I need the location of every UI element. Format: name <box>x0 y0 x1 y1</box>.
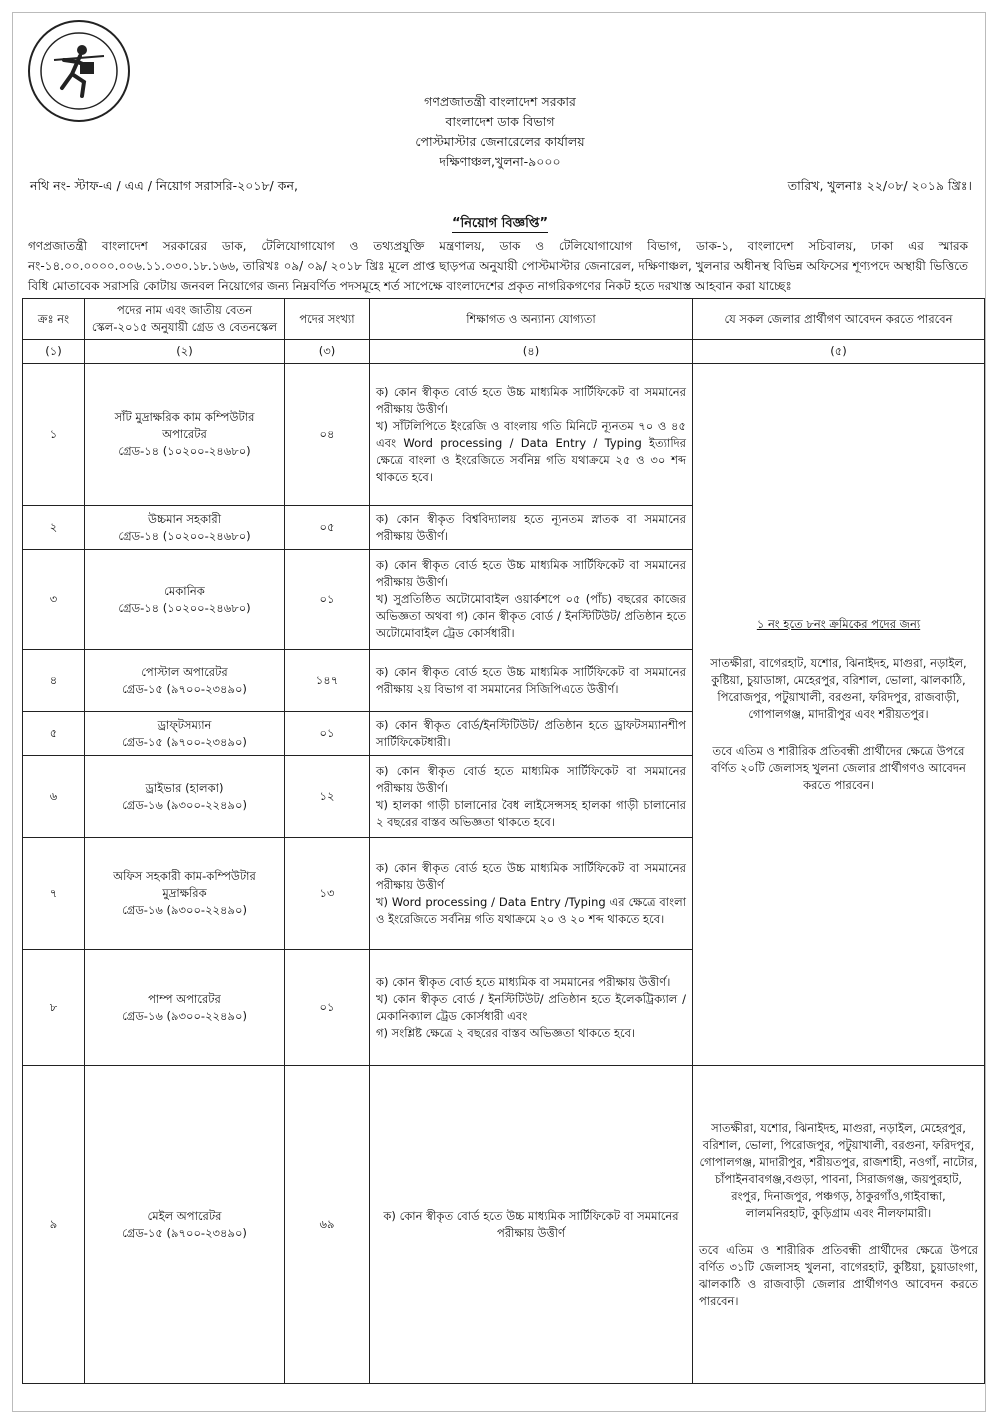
serial-cell: ৪ <box>23 650 85 712</box>
count-cell: ০৪ <box>285 364 370 506</box>
header-count: পদের সংখ্যা <box>285 299 370 340</box>
qualification-cell <box>370 950 693 1066</box>
qualification-cell <box>370 712 693 756</box>
post-name: ড্রাফ্‌টসম্যান <box>157 717 212 732</box>
post-grade: গ্রেড-১৬ (৯৩০০-২২৪৯০) <box>122 903 247 917</box>
count-cell: ০১ <box>285 712 370 756</box>
table-header-row <box>23 299 985 340</box>
qualification-item: ক) কোন স্বীকৃত বোর্ড/ইনস্টিটিউট/ প্রতিষ্ঠান হতে ড্রাফটসম্যানশীপ সার্টিফিকেটধারী। <box>376 717 686 749</box>
post-cell <box>85 712 285 756</box>
intro-paragraph: গণপ্রজাতন্ত্রী বাংলাদেশ সরকারের ডাক, টেলিযোগাযোগ ও তথ্যপ্রযুক্তি মন্ত্রণালয়, ডাক ও টেলিযোগাযোগ বিভাগ, ডাক-১, বাংলাদেশ সচিবালয়, ঢাকা এর স্মারক নং-১৪.০০.০০০০.০০৬.১১.০৩০.১৮.১৬৬, তারিখঃ ০৯/ ০৯/ ২০১৮ খ্রিঃ মূলে প্রাপ্ত ছাড়পত্র অনুযায়ী পোস্টমাস্টার জেনারেল, দক্ষিণাঞ্চল, খুলনার অধীনস্থ বিভিন্ন অফিসের শূণ্যপদে অস্থায়ী ভিত্তিতে বিধি মোতাবেক সরাসরি কোটায় জনবল নিয়োগের জন্য নিম্নবর্ণিত পদসমূহে শর্ত সাপেক্ষে বাংলাদেশের প্রকৃত নাগরিকগণের নিকট হতে দরখাস্ত আহবান করা যাচ্ছেঃ <box>28 239 968 293</box>
table-row <box>23 1066 985 1384</box>
post-cell <box>85 1066 285 1384</box>
qualification-item: গ) সংশ্লিষ্ট ক্ষেত্রে ২ বছরের বাস্তব অভিজ্ঞতা থাকতে হবে। <box>376 1025 636 1040</box>
qualification-item: খ) সুপ্রতিষ্ঠিত অটোমোবাইল ওয়ার্কশপে ০৫ (পাঁচ) বছরের কাজের অভিজ্ঞতা অথবা গ) কোন স্বীকৃত বোর্ড / ইনস্টিটিউট/ প্রতিষ্ঠান হতে অটোমোবাইল ট্রেড কোর্সধারী। <box>376 592 686 640</box>
post-grade: গ্রেড-১৪ (১০২০০-২৪৬৮০) <box>118 444 251 458</box>
post-grade: গ্রেড-১৬ (৯৩০০-২২৪৯০) <box>122 1008 247 1023</box>
qualification-cell <box>370 550 693 650</box>
qualification-cell <box>370 364 693 506</box>
post-cell <box>85 650 285 712</box>
post-cell <box>85 506 285 550</box>
qualification-item: ক) কোন স্বীকৃত বোর্ড হতে উচ্চ মাধ্যমিক সার্টিফিকেট বা সমমানের পরীক্ষায় উত্তীর্ণ <box>383 1208 679 1240</box>
office-header <box>260 92 740 172</box>
column-number: (১) <box>23 340 85 364</box>
post-grade: গ্রেড-১৫ (৯৭০০-২৩৪৯০) <box>122 1225 247 1240</box>
count-cell: ১৩ <box>285 838 370 950</box>
post-name: মেকানিক <box>164 583 205 598</box>
qualification-item: ক) কোন স্বীকৃত বোর্ড হতে মাধ্যমিক বা সমমানের পরীক্ষায় উত্তীর্ণ। <box>376 974 671 989</box>
post-name: ড্রাইভার (হালকা) <box>145 780 224 795</box>
count-cell: ০১ <box>285 950 370 1066</box>
column-number: (৫) <box>693 340 985 364</box>
header-qualification: শিক্ষাগত ও অন্যান্য যোগ্যতা <box>370 299 693 340</box>
districts-cell-1 <box>693 364 985 1066</box>
post-name: অফিস সহকারী কাম-কম্পিউটার মুদ্রাক্ষরিক <box>113 869 256 900</box>
qualification-cell <box>370 506 693 550</box>
count-cell: ০১ <box>285 550 370 650</box>
header-line-address: দক্ষিণাঞ্চল,খুলনা-৯০০০ <box>439 154 561 169</box>
notice-title <box>0 214 1000 235</box>
districts-note: তবে এতিম ও শারীরিক প্রতিবন্ধী প্রার্থীদের ক্ষেত্রে উপরে বর্ণিত ৩১টি জেলাসহ খুলনা, বাগেরহাট, কুষ্টিয়া, চুয়াডাংগা, ঝালকাঠি ও রাজবাড়ী জেলার প্রার্থীগণও আবেদন করতে পারবেন। <box>699 1242 978 1308</box>
post-cell <box>85 550 285 650</box>
districts-cell-2 <box>693 1066 985 1384</box>
qualification-item: খ) সাঁটলিপিতে ইংরেজি ও বাংলায় গতি মিনিটে ন্যূনতম ৭০ ও ৪৫ এবং Word processing / Data Entry / Typing ইত্যাদির ক্ষেত্রে বাংলা ও ইংরেজিতে সর্বনিম্ন গতি যথাক্রমে ২৫ ও ৩০ শব্দ থাকতে হবে। <box>376 418 686 484</box>
qualification-item: খ) Word processing / Data Entry /Typing এর ক্ষেত্রে বাংলা ও ইংরেজিতে সর্বনিম্ন গতি যথাক্রমে ২০ ও ২০ শব্দ থাকতে হবে। <box>376 894 686 926</box>
districts-heading: ১ নং হতে ৮নং ক্রমিকের পদের জন্য <box>756 616 921 631</box>
qualification-cell <box>370 756 693 838</box>
qualification-cell <box>370 838 693 950</box>
serial-cell: ১ <box>23 364 85 506</box>
post-name: সাঁট মুদ্রাক্ষরিক কাম কম্পিউটার অপারেটর <box>114 410 255 441</box>
post-cell <box>85 950 285 1066</box>
count-cell: ১৪৭ <box>285 650 370 712</box>
qualification-item: খ) হালকা গাড়ী চালানোর বৈধ লাইসেন্সসহ হালকা গাড়ী চালানোর ২ বছরের বাস্তব অভিজ্ঞতা থাকতে হবে। <box>376 797 686 829</box>
notice-title-text: “নিয়োগ বিজ্ঞপ্তি” <box>451 216 549 231</box>
header-line-office: পোস্টমাস্টার জেনারেলের কার্যালয় <box>415 134 585 149</box>
post-grade: গ্রেড-১৪ (১০২০০-২৪৬৮০) <box>118 528 251 543</box>
serial-cell: ৭ <box>23 838 85 950</box>
header-line-government: গণপ্রজাতন্ত্রী বাংলাদেশ সরকার <box>424 94 576 109</box>
file-reference: নথি নং- স্টাফ-এ / এএ / নিয়োগ সরাসরি-২০১৮/ কন, <box>30 178 298 193</box>
column-number: (৪) <box>370 340 693 364</box>
header-districts: যে সকল জেলার প্রার্থীগণ আবেদন করতে পারবেন <box>693 299 985 340</box>
qualification-item: ক) কোন স্বীকৃত বোর্ড হতে উচ্চ মাধ্যমিক সার্টিফিকেট বা সমমানের পরীক্ষায় উত্তীর্ণ <box>376 860 686 892</box>
post-cell <box>85 756 285 838</box>
qualification-item: ক) কোন স্বীকৃত বোর্ড হতে মাধ্যমিক সার্টিফিকেট বা সমমানের পরীক্ষায় উত্তীর্ণ। <box>376 763 686 795</box>
serial-cell: ৫ <box>23 712 85 756</box>
serial-cell: ২ <box>23 506 85 550</box>
post-grade: গ্রেড-১৬ (৯৩০০-২২৪৯০) <box>122 797 247 812</box>
header-serial: ক্রঃ নং <box>23 299 85 340</box>
post-grade: গ্রেড-১৫ (৯৭০০-২৩৪৯০) <box>122 681 247 696</box>
table-row <box>23 364 985 506</box>
districts-list: সাতক্ষীরা, বাগেরহাট, যশোর, ঝিনাইদহ, মাগুরা, নড়াইল, কুষ্টিয়া, চুয়াডাঙ্গা, মেহেরপুর, বরিশাল, ভোলা, ঝালকাঠি, পিরোজপুর, পটুয়াখালী, বরগুনা, ফরিদপুর, রাজবাড়ী, গোপালগঞ্জ, মাদারীপুর এবং শরীয়তপুর। <box>710 655 967 721</box>
post-cell <box>85 364 285 506</box>
count-cell: ১২ <box>285 756 370 838</box>
count-cell: ০৫ <box>285 506 370 550</box>
bangladesh-post-logo <box>24 16 134 126</box>
post-grade: গ্রেড-১৪ (১০২০০-২৪৬৮০) <box>118 600 251 615</box>
serial-cell: ৯ <box>23 1066 85 1384</box>
column-number: (৩) <box>285 340 370 364</box>
qualification-item: ক) কোন স্বীকৃত বোর্ড হতে উচ্চ মাধ্যমিক সার্টিফিকেট বা সমমানের পরীক্ষায় উত্তীর্ণ। <box>376 558 686 589</box>
qualification-cell <box>370 1066 693 1384</box>
post-name: মেইল অপারেটর <box>147 1208 222 1223</box>
vacancy-table <box>22 298 985 1384</box>
column-number-row <box>23 340 985 364</box>
serial-cell: ৩ <box>23 550 85 650</box>
districts-note: তবে এতিম ও শারীরিক প্রতিবন্ধী প্রার্থীদের ক্ষেত্রে উপরে বর্ণিত ২০টি জেলাসহ খুলনা জেলার প্রার্থীগণও আবেদন করতে পারবেন। <box>711 743 966 792</box>
post-cell <box>85 838 285 950</box>
post-name: পোস্টাল অপারেটর <box>141 664 228 679</box>
districts-list: সাতক্ষীরা, যশোর, ঝিনাইদহ, মাগুরা, নড়াইল, মেহেরপুর, বরিশাল, ভোলা, পিরোজপুর, পটুয়াখালী, বরগুনা, ফরিদপুর, গোপালগঞ্জ, মাদারীপুর, শরীয়তপুর, রাজশাহী, নওগাঁ, নাটোর, চাঁপাইনবাবগঞ্জ,বগুড়া, পাবনা, সিরাজগঞ্জ, জয়পুরহাট, রংপুর, দিনাজপুর, পঞ্চগড়, ঠাকুরগাঁও,গাইবান্ধা, লালমনিরহাট, কুড়িগ্রাম এবং নীলফামারী। <box>699 1120 978 1220</box>
post-name: উচ্চমান সহকারী <box>147 511 222 526</box>
qualification-item: ক) কোন স্বীকৃত বোর্ড হতে উচ্চ মাধ্যমিক সার্টিফিকেট বা সমমানের পরীক্ষায় ২য় বিভাগ বা সমমানের সিজিপিএতে উত্তীর্ণ। <box>376 664 686 696</box>
qualification-item: খ) কোন স্বীকৃত বোর্ড / ইনস্টিটিউট/ প্রতিষ্ঠান হতে ইলেকট্রিক্যাল / মেকানিক্যাল ট্রেড কোর্সধারী এবং <box>376 991 686 1023</box>
qualification-item: ক) কোন স্বীকৃত বিশ্ববিদ্যালয় হতে ন্যূনতম স্নাতক বা সমমানের পরীক্ষায় উত্তীর্ণ। <box>376 511 686 543</box>
header-post: পদের নাম এবং জাতীয় বেতন স্কেল-২০১৫ অনুযায়ী গ্রেড ও বেতনস্কেল <box>85 299 285 340</box>
qualification-cell <box>370 650 693 712</box>
serial-cell: ৬ <box>23 756 85 838</box>
serial-cell: ৮ <box>23 950 85 1066</box>
qualification-item: ক) কোন স্বীকৃত বোর্ড হতে উচ্চ মাধ্যমিক সার্টিফিকেট বা সমমানের পরীক্ষায় উত্তীর্ণ। <box>376 384 686 416</box>
post-name: পাম্প অপারেটর <box>148 991 221 1006</box>
post-grade: গ্রেড-১৫ (৯৭০০-২৩৪৯০) <box>122 734 247 749</box>
header-line-department: বাংলাদেশ ডাক বিভাগ <box>445 114 555 129</box>
column-number: (২) <box>85 340 285 364</box>
notice-date: তারিখ, খুলনাঃ ২২/০৮/ ২০১৯ খ্রিঃ। <box>787 178 972 193</box>
count-cell: ৬৯ <box>285 1066 370 1384</box>
